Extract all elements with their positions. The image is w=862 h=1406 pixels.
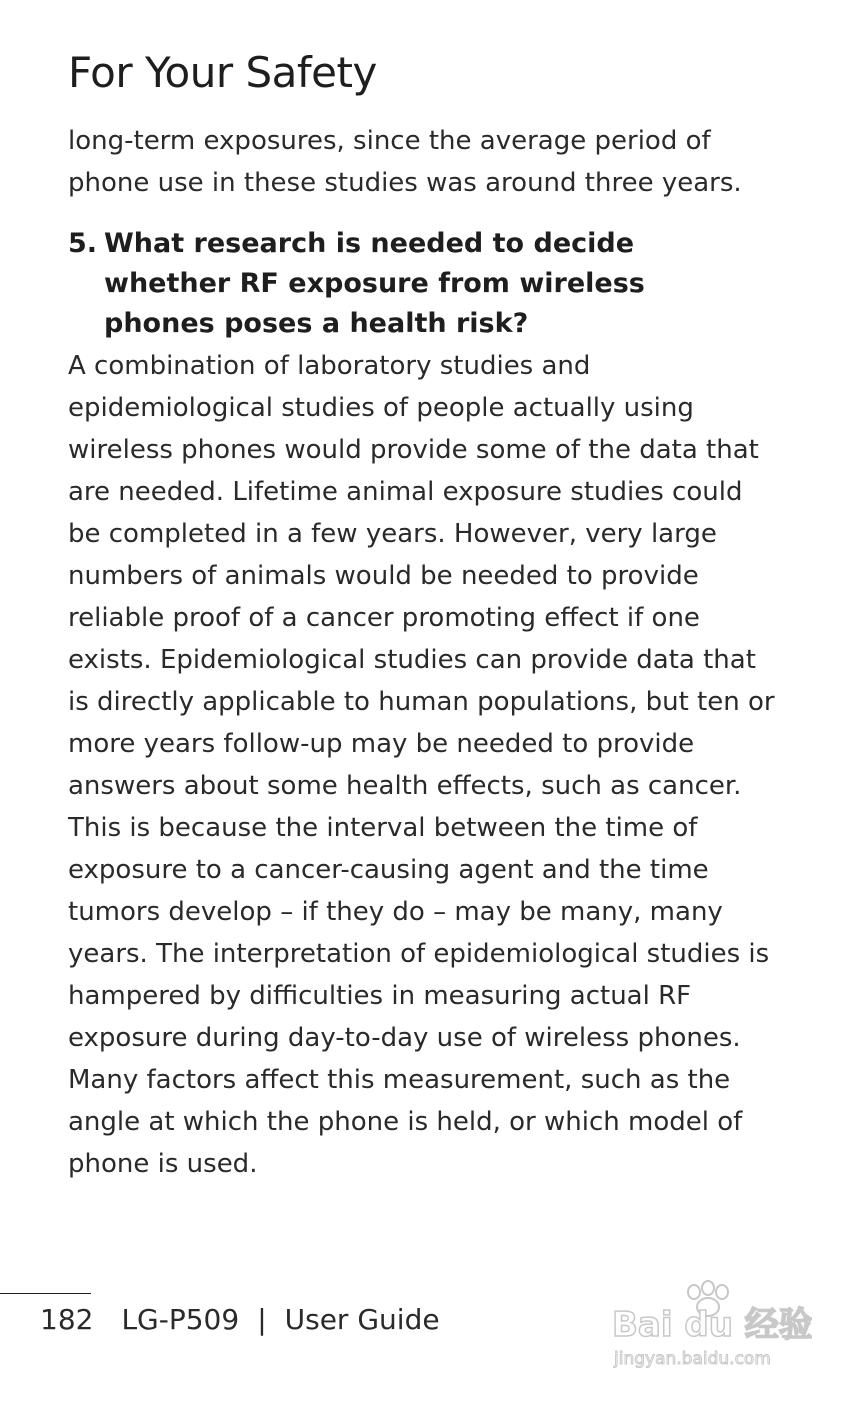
page-number: 182 <box>40 1303 94 1336</box>
baidu-watermark-logo <box>612 1278 812 1378</box>
model-name: LG-P509 <box>121 1303 240 1336</box>
watermark-brand: Bai du 经验 <box>612 1305 812 1345</box>
answer-paragraph: A combination of laboratory studies and epidemiological studies of people actually using wireless phones would provide some of the data that are needed. Lifetime animal exposure studies could be completed in a few years. However, very large numbers of animals would be needed to provide reliable proof of a cancer promoting effect if one exists. Epidemiological studies can provide data that is directly applicable to human populations, but ten or more years follow-up may be needed to provide answers about some health effects, such as cancer. This is because the interval between the time of exposure to a cancer-causing agent and the time tumors develop – if they do – may be many, many years. The interpretation of epidemiological studies is hampered by difficulties in measuring actual RF exposure during day-to-day use of wireless phones. Many factors affect this measurement, such as the angle at which the phone is held, or which model of phone is used. <box>68 351 775 1179</box>
footer-divider <box>0 1293 91 1294</box>
question-text: What research is needed to decide whether RF exposure from wireless phones poses a health risk? <box>104 228 645 339</box>
question-heading <box>68 224 788 344</box>
footer-separator: | <box>257 1303 267 1336</box>
page-footer <box>40 1303 440 1336</box>
guide-label: User Guide <box>284 1303 440 1336</box>
page-title: For Your Safety <box>68 48 377 97</box>
watermark-url: jingyan.baidu.com <box>614 1349 771 1369</box>
question-number: 5. <box>68 228 98 259</box>
intro-paragraph: long-term exposures, since the average period of phone use in these studies was around three years. <box>68 126 742 198</box>
baidu-watermark <box>612 1278 812 1378</box>
